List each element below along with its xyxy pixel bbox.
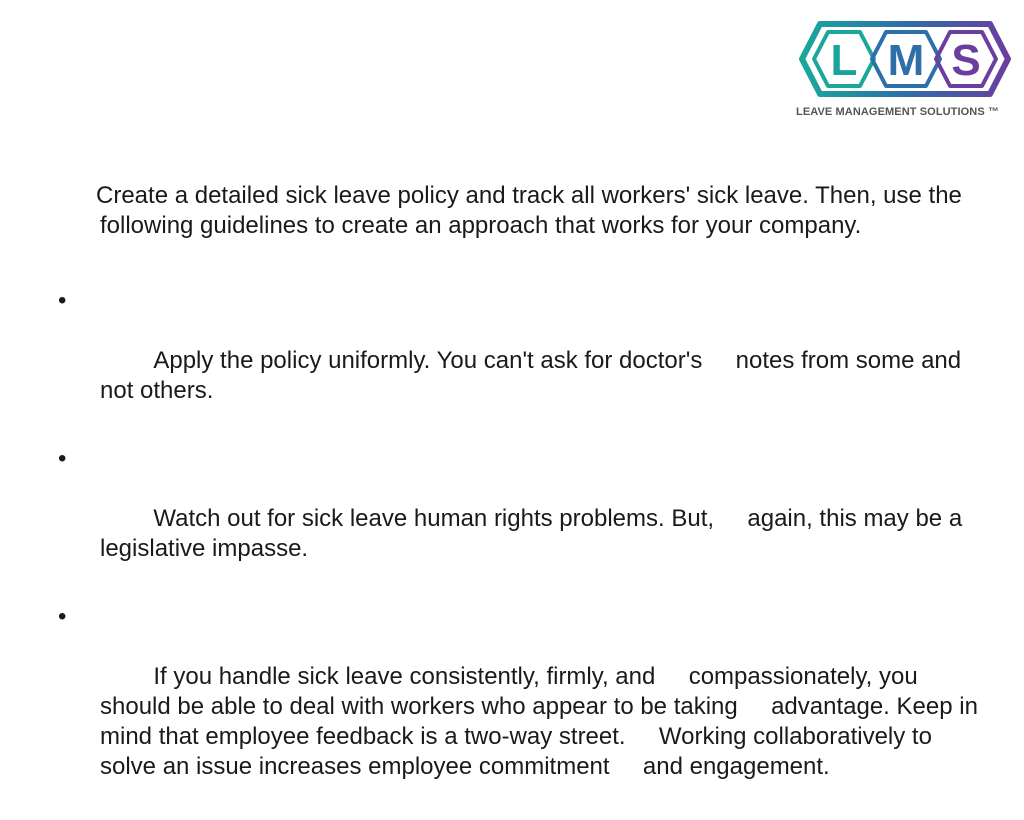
bullet-marker: • <box>58 287 67 314</box>
bullet-marker: • <box>58 445 67 472</box>
bullet-item <box>58 602 985 812</box>
logo-letter-m: M <box>887 36 925 85</box>
bullet-text: Watch out for sick leave human rights problems. But, again, this may be a legislative impasse. <box>100 505 969 562</box>
bullet-text: If you handle sick leave consistently, firmly, and compassionately, you should be able to deal with workers who appear to be taking advantage. Keep in mind that employee feedback is a two-way street. Working collaboratively to solve an issue increases employee commitment and engagement. <box>100 663 985 780</box>
lms-logo-mark <box>798 20 1012 98</box>
intro-paragraph: Create a detailed sick leave policy and track all workers' sick leave. Then, use the following guidelines to create an approach that works for your company. <box>96 182 969 239</box>
logo-tagline: LEAVE MANAGEMENT SOLUTIONS ™ <box>796 106 1000 118</box>
bullet-item <box>58 444 980 594</box>
bullet-item <box>58 286 980 436</box>
logo-letter-l: L <box>830 36 858 85</box>
logo-letter-s: S <box>951 36 981 85</box>
lms-logo <box>796 20 1020 126</box>
bullet-text: Apply the policy uniformly. You can't ask for doctor's notes from some and not others. <box>100 347 968 404</box>
slide-body <box>58 181 985 820</box>
bullet-marker: • <box>58 603 67 630</box>
bullet-list <box>58 286 985 812</box>
